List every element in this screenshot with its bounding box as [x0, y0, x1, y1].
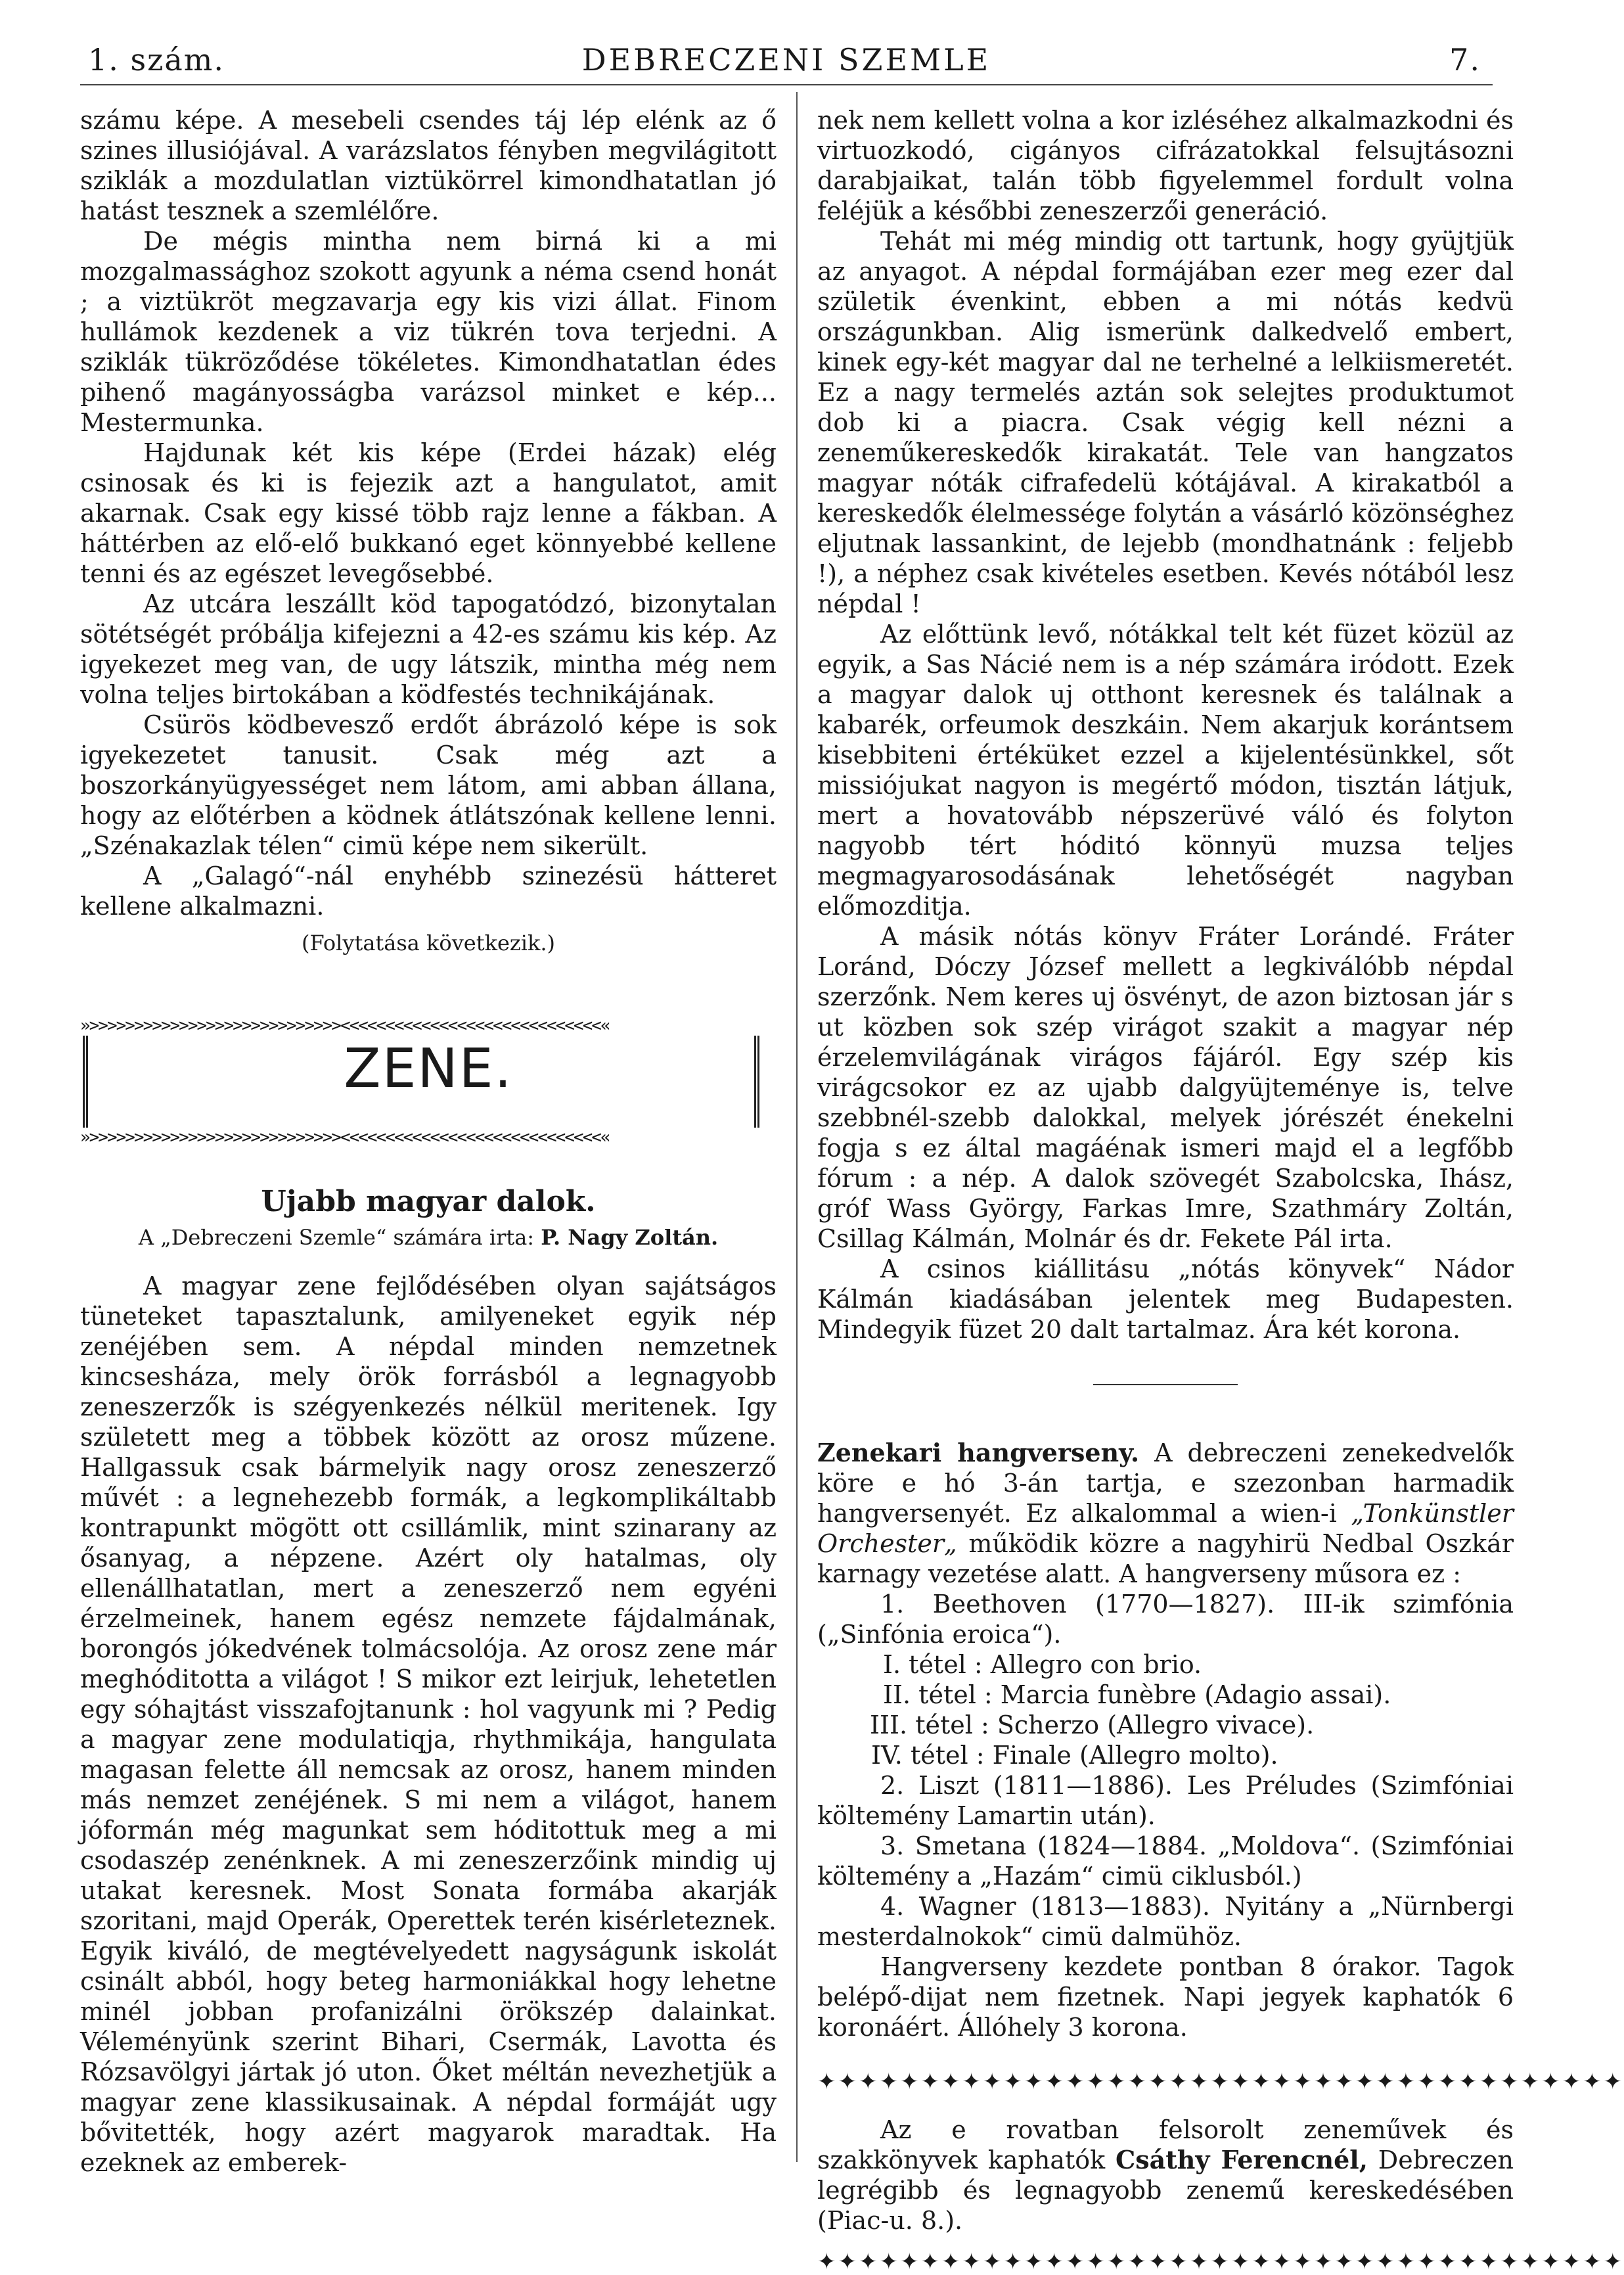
article-paragraph: Az előttünk levő, nótákkal telt két füzet közül az egyik, a Sas Nácié nem is a nép számára iródott. Ezek a magyar dalok uj otthont keresnek és találnak a kabarék, orfeumok deszkáin. Nem akarjuk korántsem kisebbiteni értéküket ezzel a kijelentésünkkel, sőt missiójukat nagyon is megértő módon, tisztán látjuk, mert a hovatovább népszerüvé váló és folyton nagyobb tért hóditó könnyü muzsa teljes megmagyarosodásának lehetőségét nagyban előmozditja.: [817, 620, 1514, 921]
art-review-paragraph: De mégis mintha nem birná ki a mi mozgalmassághoz szokott agyunk a néma csend honát ; a viztükröt megzavarja egy kis vizi állat. Finom hullámok kezdenek a viz tükrén tova terjedni. A sziklák tükröződése tökéletes. Kimondhatatlan édes pihenő magányosságba varázsol minket e kép... Mestermunka.: [80, 227, 777, 437]
issue-number: 1. szám.: [88, 42, 225, 78]
program-item: 1. Beethoven (1770—1827). III-ik szimfónia („Sinfónia eroica“).: [817, 1590, 1514, 1649]
program-item: 4. Wagner (1813—1883). Nyitány a „Nürnbergi mesterdalnokok“ cimü dalmühöz.: [817, 1892, 1514, 1951]
orchestra-name: „Tonkünstler Orchester„: [817, 1499, 1514, 1558]
chevron-border-top: »>>>>>>>>>>>>>>>>>>>>>>>>>>>><<<<<<<<<<<<<<<<<<<<<<<<<<<<<«: [80, 1016, 610, 1036]
art-review-paragraph: Az utcára leszállt köd tapogatódzó, bizonytalan sötétségét próbálja kifejezni a 42-es számu kis kép. Az igyekezet meg van, de ugy látszik, mintha még nem volna teljes birtokában a ködfestés technikájának.: [80, 589, 777, 709]
column-divider: [796, 92, 798, 2162]
concert-intro-text-2: működik közre a nagyhirü Nedbal Oszkár karnagy vezetése alatt. A hangverseny műsora ez :: [817, 1529, 1514, 1588]
program-movement: IV. tétel : Finale (Allegro molto).: [871, 1741, 1278, 1770]
page-header: [80, 33, 1493, 85]
ad-text-suffix: Debreczen legrégibb és legnagyobb zenemű kereskedésében (Piac-u. 8.).: [817, 2146, 1514, 2235]
right-column: [817, 105, 1624, 2275]
ornament-row-bottom: ✦✦✦✦✦✦✦✦✦✦✦✦✦✦✦✦✦✦✦✦✦✦✦✦✦✦✦✦✦✦✦✦✦✦✦✦✦✦✦: [817, 2249, 1624, 2275]
zene-section-banner: [80, 1016, 777, 1147]
program-movement: III. tétel : Scherzo (Allegro vivace).: [870, 1711, 1315, 1739]
continuation-note: (Folytatása következik.): [301, 931, 556, 955]
concert-closing: Hangverseny kezdete pontban 8 órakor. Tagok belépő-dijat nem fizetnek. Napi jegyek kaphatók 6 koronáért. Állóhely 3 korona.: [817, 1952, 1514, 2042]
art-review-paragraph: számu képe. A mesebeli csendes táj lép elénk az ő szines illusiójával. A varázslatos fényben megvilágitott sziklák a mozdulatlan viztükörrel kimondhatatlan jó hatást tesznek a szemlélőre.: [80, 106, 777, 225]
article-title: Ujabb magyar dalok.: [261, 1185, 596, 1218]
program-item: 3. Smetana (1824—1884. „Moldova“. (Szimfóniai költemény a „Hazám“ cimü ciklusból.): [817, 1831, 1514, 1891]
concert-heading: Zenekari hangverseny.: [817, 1438, 1140, 1467]
chevron-border-bottom: »>>>>>>>>>>>>>>>>>>>>>>>>>>>><<<<<<<<<<<<<<<<<<<<<<<<<<<<<«: [80, 1128, 610, 1147]
byline-author: P. Nagy Zoltán.: [541, 1225, 719, 1250]
advertisement: [817, 2115, 1514, 2236]
ornament-row-top: ✦✦✦✦✦✦✦✦✦✦✦✦✦✦✦✦✦✦✦✦✦✦✦✦✦✦✦✦✦✦✦✦✦✦✦✦✦✦✦: [817, 2069, 1624, 2095]
page-number: 7.: [1449, 42, 1481, 78]
concert-intro: [817, 1438, 1514, 1589]
article-paragraph: A csinos kiállitásu „nótás könyvek“ Nádor Kálmán kiadásában jelentek meg Budapesten. Mindegyik füzet 20 dalt tartalmaz. Ára két korona.: [817, 1254, 1514, 1344]
article-paragraph: Tehát mi még mindig ott tartunk, hogy gyüjtjük az anyagot. A népdal formájában ezer meg ezer dal születik évenkint, ebben a mi nótás kedvü országunkban. Alig ismerünk dalkedvelő embert, kinek egy-két magyar dal ne terhelné a lelkiismeretét. Ez a nagy termelés aztán sok selejtes produktumot dob ki a piacra. Csak végig kell nézni a zeneműkereskedők kirakatát. Tele van hangzatos magyar nóták cifrafedelü kótájával. A kirakatból a kereskedők élelmessége folytán a vásárló közönséghez eljutnak lassankint, de lejebb (mondhatnánk : feljebb !), a néphez csak kivételes esetben. Kevés nótából lesz népdal !: [817, 227, 1514, 618]
left-column: [80, 105, 777, 2178]
article-paragraph: A magyar zene fejlődésében olyan sajátságos tüneteket tapasztalunk, amilyeneket egyik nép zenéjében sem. A népdal minden nemzetnek kincsesháza, mely örök forrásból a legnagyobb zeneszerzők is szégyenkezés nélkül meritenek. Igy született meg a többek között az orosz műzene. Hallgassuk csak bármelyik nagy orosz zeneszerző művét : a legnehezebb formák, a legkomplikáltabb kontrapunkt mögött ott csillámlik, mint szinarany az ősanyag, a népzene. Azért oly hatalmas, oly ellenállhatatlan, mert a zeneszerző nem egyéni érzelmeinek, hanem egész nemzete fájdalmának, borongós jókedvének tolmácsolója. Az orosz zene már meghóditotta a világot ! S mikor ezt leirjuk, lehetetlen egy sóhajtást visszafojtanunk : hol vagyunk mi ? Pedig a magyar zene modulatiqja, rhythmikája, hangulata magasan felette áll nemcsak az orosz, hanem minden más nemzet zenéjének. S mi nem a világot, hanem jóformán még magunkat sem hóditottuk meg a mi csodaszép zenénknek. A mi zeneszerzőink mindig uj utakat keresnek. Most Sonata formába akarják szoritani, majd Operák, Operettek terén kisérleteznek. Egyik kiváló, de megtévelyedett nagyságunk iskolát csinált abból, hogy beteg harmoniákkal hogy lehetne minél jobban profanizálni örökszép dalainkat. Véleményünk szerint Bihari, Csermák, Lavotta és Rózsavölgyi jártak jó uton. Őket méltán nevezhetjük a magyar zene klassikusainak. A népdal formáját ugy bővitették, hogy azért magyarok maradtak. Ha ezeknek az emberek-: [80, 1272, 777, 2177]
art-review-paragraph: Csürös ködbevesző erdőt ábrázoló képe is sok igyekezetet tanusit. Csak még azt a boszorkányügyességet nem látom, ami abban állana, hogy az előtérben a ködnek átlátszónak kellene lenni. „Szénakazlak télen“ cimü képe nem sikerült.: [80, 710, 777, 860]
program-movement: II. tétel : Marcia funèbre (Adagio assai).: [883, 1680, 1391, 1709]
section-rule: [1093, 1384, 1238, 1385]
art-review-paragraph: Hajdunak két kis képe (Erdei házak) elég csinosak és ki is fejezik azt a hangulatot, amit akarnak. Csak egy kissé több rajz lenne a fákban. A háttérben az elő-elő bukkanó eget könnyebbé kellene tenni és az egészet levegősebbé.: [80, 438, 777, 588]
program-movement: I. tétel : Allegro con brio.: [883, 1650, 1202, 1679]
ad-shop-name: Csáthy Ferencnél,: [1115, 2145, 1368, 2174]
article-paragraph: nek nem kellett volna a kor izléséhez alkalmazkodni és virtuozkodó, cigányos cifrázatokkal felsujtásozni darabjaikat, talán több figyelemmel fordult volna feléjük a későbbi zeneszerzői generáció.: [817, 106, 1514, 225]
article-paragraph: A másik nótás könyv Fráter Lorándé. Fráter Loránd, Dóczy József mellett a legkiválóbb népdal szerzőnk. Nem keres uj ösvényt, de azon biztosan jár s ut közben sok szép virágot szakit a magyar nép érzelemvilágának virágos fájáról. Egy szép kis virágcsokor ez az ujabb dalgyüjteménye is, telve szebbnél-szebb dalokkal, melyek jórészét énekelni fogja s ez által magáénak ismeri majd el a legfőbb fórum : a nép. A dalok szövegét Szabolcska, Ihász, gróf Wass György, Farkas Imre, Szathmáry Zoltán, Csillag Kálmán, Molnár és dr. Fekete Pál irta.: [817, 922, 1514, 1253]
masthead-title: DEBRECZENI SZEMLE: [581, 42, 991, 78]
program-item: 2. Liszt (1811—1886). Les Préludes (Szimfóniai költemény Lamartin után).: [817, 1771, 1514, 1830]
byline-prefix: A „Debreczeni Szemle“ számára irta:: [138, 1225, 535, 1250]
concert-intro-text-1: A debreczeni zenekedvelők köre e hó 3-án tartja, e szezonban harmadik hangversenyét. Ez alkalommal a wien-i: [817, 1438, 1514, 1528]
ad-text-prefix: Az e rovatban felsorolt zeneművek és szakkönyvek kaphatók: [817, 2115, 1514, 2174]
article-byline: [80, 1222, 777, 1252]
section-title: ZENE.: [344, 1038, 513, 1100]
art-review-paragraph: A „Galagó“-nál enyhébb szinezésü hátteret kellene alkalmazni.: [80, 862, 777, 921]
